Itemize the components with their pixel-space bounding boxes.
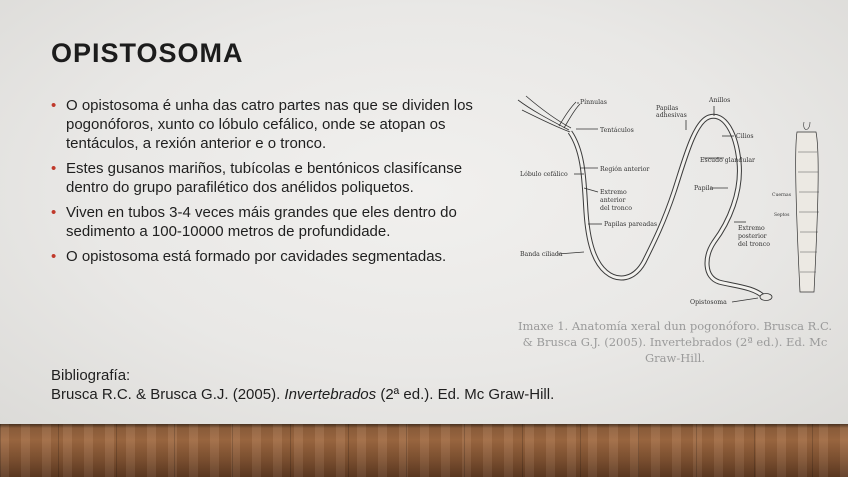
label-adhesive-papillae: Papilas	[656, 105, 679, 112]
svg-text:del tronco: del tronco	[738, 241, 770, 248]
pogonophore-anatomy-figure	[514, 92, 836, 310]
label-tentacles: Tentáculos	[600, 127, 634, 134]
label-rings: Anillos	[709, 97, 731, 104]
label-cuticle: Cuernas	[772, 193, 792, 198]
figure-caption: Imaxe 1. Anatomía xeral dun pogonóforo. Brusca R.C. & Brusca G.J. (2005). Invertebrados (2ª ed.). Ed. Mc Graw-Hill.	[517, 319, 833, 365]
tentacle-line	[518, 100, 569, 130]
bullet-item: • O opistosoma está formado por cavidades segmentadas.	[51, 248, 447, 265]
svg-text:adhesivas: adhesivas	[656, 112, 687, 119]
svg-text:posterior: posterior	[738, 233, 767, 240]
label-papilla: Papila	[694, 185, 714, 192]
label-paired-papillae: Papilas pareadas	[604, 221, 658, 228]
label-glandular-shield: Escudo glandular	[700, 157, 755, 164]
label-cilia: Cilios	[736, 133, 754, 140]
label-cephalic-lobe: Lóbulo cefálico	[520, 171, 568, 178]
label-opisthosoma: Opistosoma	[690, 299, 727, 306]
bullet-dot-icon: •	[51, 97, 57, 114]
bibliography	[51, 366, 554, 404]
label-anterior-region: Región anterior	[600, 166, 650, 173]
label-ciliated-band: Banda ciliada	[520, 251, 563, 258]
bullet-dot-icon: •	[51, 204, 57, 221]
tentacle-line	[522, 110, 570, 132]
bullet-dot-icon: •	[51, 160, 57, 177]
bibliography-heading: Bibliografía:	[51, 367, 131, 384]
label-septa: Septos	[774, 213, 790, 218]
label-anterior-end: Extremo	[600, 189, 627, 196]
opisthosoma-tip	[760, 294, 772, 301]
wooden-floor-decoration	[0, 424, 848, 477]
bullet-item: • Viven en tubos 3-4 veces máis grandes que eles dentro do sedimento a 100-10000 metros de profundidade.	[51, 204, 457, 240]
bullet-list	[51, 96, 501, 272]
bullet-dot-icon: •	[51, 248, 57, 265]
svg-text:anterior: anterior	[600, 197, 626, 204]
svg-text:del tronco: del tronco	[600, 205, 632, 212]
label-posterior-end: Extremo	[738, 225, 765, 232]
pinnule-line	[564, 104, 580, 128]
bullet-item: • Estes gusanos mariños, tubícolas e bentónicos clasifícanse dentro do grupo parafilético dos anélidos poliquetos.	[51, 160, 463, 196]
label-pinnules: Pínnulas	[580, 99, 607, 106]
bullet-item: • O opistosoma é unha das catro partes nas que se dividen los pogonóforos, xunto co lóbulo cefálico, onde se atopan os tentáculos, a rexión anterior e o tronco.	[51, 97, 473, 152]
slide-title: OPISTOSOMA	[51, 38, 244, 68]
bibliography-reference: Brusca R.C. & Brusca G.J. (2005). Invertebrados (2ª ed.). Ed. Mc Graw-Hill.	[51, 386, 555, 403]
leader-line	[732, 298, 758, 302]
